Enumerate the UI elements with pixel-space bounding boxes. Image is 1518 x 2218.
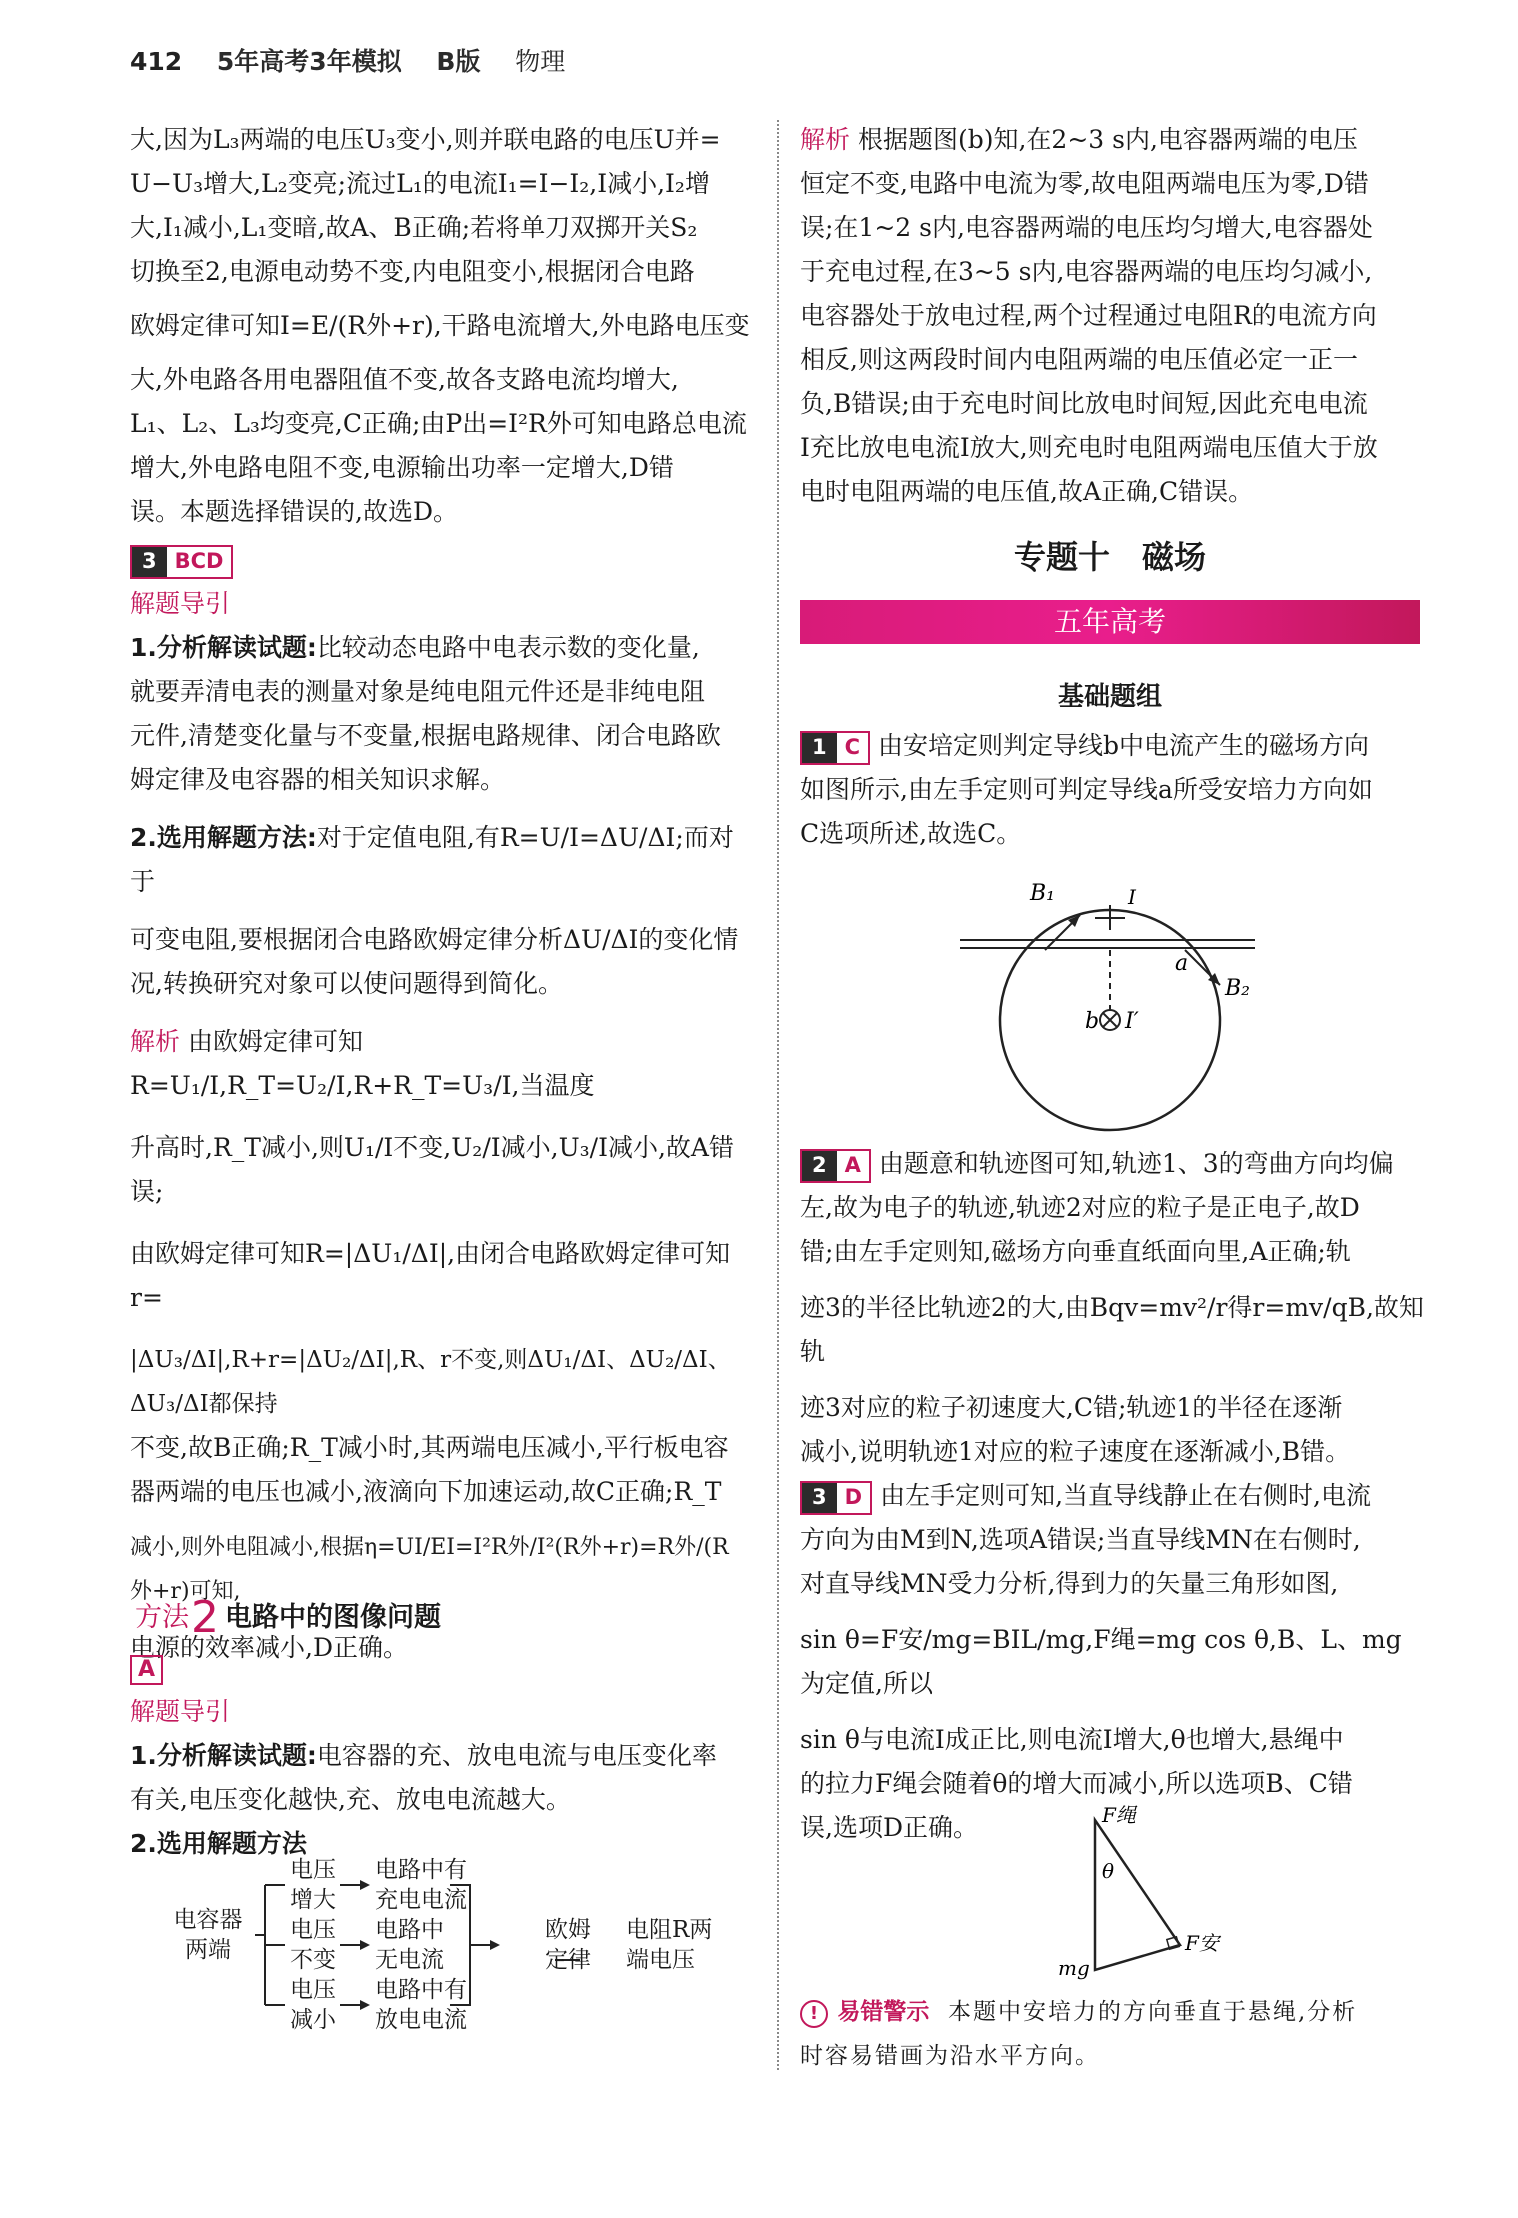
text-line: 电容器处于放电过程,两个过程通过电阻R的电流方向 (800, 301, 1377, 330)
force-triangle-figure (1050, 1800, 1250, 1980)
label-mg: mg (1058, 1956, 1090, 1980)
flow-text: 欧姆 (545, 1917, 591, 1943)
question-answer: A (837, 1151, 869, 1181)
flow-text: 放电电流 (375, 2007, 467, 2033)
warning-icon: ! (800, 2000, 828, 2028)
guide2-label: 2.选用解题方法: (130, 823, 317, 852)
text-line: 左,故为电子的轨迹,轨迹2对应的粒子是正电子,故D (800, 1193, 1360, 1222)
text-line: 不变,故B正确;R_T减小时,其两端电压减小,平行板电容 (130, 1433, 729, 1462)
text-line: 方向为由M到N,选项A错误;当直导线MN在右侧时, (800, 1525, 1361, 1554)
arrow-head (490, 1940, 500, 1950)
text-line: 大,外电路各用电器阻值不变,故各支路电流均增大, (130, 365, 679, 394)
label-ampere-force: F安 (1185, 1931, 1219, 1955)
text-line: 迹3的半径比轨迹2的大,由Bqv=mv²/r得r=mv/qB,故知轨 (800, 1293, 1424, 1366)
label-theta: θ (1102, 1859, 1115, 1883)
label-i-prime: I′ (1125, 1009, 1139, 1034)
flow-text: 定律 (545, 1947, 591, 1973)
text-line: 误;在1~2 s内,电容器两端的电压均匀增大,电容器处 (800, 213, 1373, 242)
flow-cond-3 (290, 1975, 336, 2035)
flow-text: 电容器 (173, 1907, 243, 1933)
method-label: 方法 (135, 1602, 189, 1633)
flow-text: 端电压 (626, 1947, 695, 1973)
question-badge (130, 545, 233, 579)
flow-cond-1 (290, 1855, 336, 1915)
flow-result-2 (375, 1915, 444, 1975)
left-column (130, 118, 750, 1670)
flow-mid (545, 1915, 591, 1975)
text-line: 电源的效率减小,D正确。 (130, 1633, 408, 1662)
edition: B版 (436, 47, 481, 76)
text-line: 减小,说明轨迹1对应的粒子速度在逐渐减小,B错。 (800, 1437, 1351, 1466)
text-line: 如图所示,由左手定则可判定导线a所受安培力方向如 (800, 775, 1373, 804)
text-line: 就要弄清电表的测量对象是纯电阻元件还是非纯电阻 (130, 677, 706, 706)
text-line: 大,I₁减小,L₁变暗,故A、B正确;若将单刀双掷开关S₂ (130, 213, 698, 242)
q2-block (800, 1142, 1425, 1850)
page-number: 412 (130, 47, 183, 76)
guide1-label: 1.分析解读试题: (130, 1741, 317, 1770)
text-line: 误,选项D正确。 (800, 1813, 978, 1842)
warning-box (800, 1990, 1430, 2078)
arrow-head (360, 2000, 370, 2010)
question-badge (800, 1481, 872, 1515)
warning-title: 易错警示 (837, 1999, 930, 2025)
text-line: 器两端的电压也减小,液滴向下加速运动,故C正确;R_T (130, 1477, 722, 1506)
text-line: sin θ=F安/mg=BIL/mg,F绳=mg cos θ,B、L、mg为定值,所以 (800, 1625, 1402, 1698)
text-line: 的拉力F绳会随着θ的增大而减小,所以选项B、C错 (800, 1769, 1353, 1798)
section-title: 专题十 磁场 (1013, 538, 1206, 576)
text-line: 可变电阻,要根据闭合电路欧姆定律分析ΔU/ΔI的变化情 (130, 925, 739, 954)
method-heading (135, 1592, 441, 1643)
text-line: 增大,外电路电阻不变,电源输出功率一定增大,D错 (130, 453, 674, 482)
question-number: 1 (802, 733, 837, 763)
text-line: 由安培定则判定导线b中电流产生的磁场方向 (878, 731, 1370, 760)
text-line: 迹3对应的粒子初速度大,C错;轨迹1的半径在逐渐 (800, 1393, 1343, 1422)
text-line: 有关,电压变化越快,充、放电电流越大。 (130, 1785, 571, 1814)
method-number: 2 (191, 1592, 219, 1643)
text-line: 升高时,R_T减小,则U₁/I不变,U₂/I减小,U₃/I减小,故A错误; (130, 1133, 734, 1206)
text-line: 大,因为L₃两端的电压U₃变小,则并联电路的电压U并= (130, 125, 721, 154)
arrow-head (360, 1940, 370, 1950)
text-line: 负,B错误;由于充电时间比放电时间短,因此充电电流 (800, 389, 1368, 418)
text-line: 对直导线MN受力分析,得到力的矢量三角形如图, (800, 1569, 1339, 1598)
right-column-top (800, 118, 1425, 514)
text-line: C选项所述,故选C。 (800, 819, 1022, 848)
text-line: L₁、L₂、L₃均变亮,C正确;由P出=I²R外可知电路总电流 (130, 409, 747, 438)
text-line: 由欧姆定律可知R=|ΔU₁/ΔI|,由闭合电路欧姆定律可知r= (130, 1239, 731, 1312)
method2-block (130, 1646, 750, 1866)
question-badge (800, 1149, 871, 1183)
label-b2: B₂ (1225, 976, 1250, 1001)
flow-text: 电路中 (375, 1917, 444, 1943)
column-divider (777, 120, 779, 2070)
analysis-label: 解析 (800, 125, 851, 154)
book-title: 5年高考3年模拟 (216, 47, 402, 76)
question-number: 3 (132, 547, 167, 577)
method-title: 电路中的图像问题 (225, 1602, 441, 1633)
subsection-title: 基础题组 (1057, 682, 1162, 712)
question-number: 2 (802, 1151, 837, 1181)
flow-text: 充电电流 (375, 1887, 467, 1913)
guide-title: 解题导引 (130, 589, 231, 618)
magnetic-field-figure (950, 870, 1270, 1140)
flow-text: 电压 (290, 1977, 336, 2003)
text-line: 由左手定则可知,当直导线静止在右侧时,电流 (880, 1481, 1371, 1510)
flow-root (168, 1905, 248, 1965)
label-rope-force: F绳 (1102, 1803, 1136, 1827)
text-line: 电时电阻两端的电压值,故A正确,C错误。 (800, 477, 1254, 506)
flow-text: 电路中有 (375, 1977, 467, 2003)
text-line: 由欧姆定律可知R=U₁/I,R_T=U₂/I,R+R_T=U₃/I,当温度 (130, 1027, 595, 1100)
flow-text: 增大 (290, 1887, 336, 1913)
text-line: 根据题图(b)知,在2~3 s内,电容器两端的电压 (857, 125, 1358, 154)
text-line: 元件,清楚变化量与不变量,根据电路规律、闭合电路欧 (130, 721, 721, 750)
text-line: 对于定值电阻,有R=U/I=ΔU/ΔI;而对于 (130, 823, 734, 896)
flow-text: 电压 (290, 1917, 336, 1943)
text-line: |ΔU₃/ΔI|,R+r=|ΔU₂/ΔI|,R、r不变,则ΔU₁/ΔI、ΔU₂/ΔI、ΔU₃/ΔI都保持 (130, 1347, 731, 1417)
text-line: 误。本题选择错误的,故选D。 (130, 497, 458, 526)
left-para1 (130, 118, 750, 534)
text-line: sin θ与电流I成正比,则电流I增大,θ也增大,悬绳中 (800, 1725, 1344, 1754)
flow-text: 电压 (290, 1857, 336, 1883)
question-answer: D (837, 1483, 870, 1513)
guide1-label: 1.分析解读试题: (130, 633, 317, 662)
text-line: 错;由左手定则知,磁场方向垂直纸面向里,A正确;轨 (800, 1237, 1351, 1266)
force-triangle (1095, 1820, 1180, 1970)
text-line: I充比放电电流I放大,则充电时电阻两端电压值大于放 (800, 433, 1378, 462)
text-line: 况,转换研究对象可以使问题得到简化。 (130, 969, 563, 998)
flow-text: 减小 (290, 2007, 336, 2033)
label-b: b (1085, 1009, 1100, 1034)
text-line: 由题意和轨迹图可知,轨迹1、3的弯曲方向均偏 (878, 1149, 1394, 1178)
flow-text: 电阻R两 (626, 1917, 713, 1943)
analysis-label: 解析 (130, 1027, 181, 1056)
text-line: 电容器的充、放电电流与电压变化率 (316, 1741, 717, 1770)
flow-text: 两端 (185, 1937, 231, 1963)
subject: 物理 (515, 47, 566, 76)
flow-cond-2 (290, 1915, 336, 1975)
text-line: 姆定律及电容器的相关知识求解。 (130, 765, 506, 794)
text-line: 于充电过程,在3~5 s内,电容器两端的电压均匀减小, (800, 257, 1373, 286)
flow-result-1 (375, 1855, 467, 1915)
text-line: 减小,则外电阻减小,根据η=UI/EI=I²R外/I²(R外+r)=R外/(R外+r)可知, (130, 1535, 729, 1604)
question-answer: C (837, 733, 868, 763)
question-badge (800, 731, 870, 765)
q3-answer-row (130, 538, 750, 582)
guide2-label: 2.选用解题方法 (130, 1829, 307, 1858)
text-line: 本题中安培力的方向垂直于悬绳,分析 (947, 1999, 1358, 2025)
question-number: 3 (802, 1483, 837, 1513)
flow-text: 无电流 (375, 1947, 444, 1973)
flow-end (626, 1915, 712, 1975)
answer-box: A (130, 1655, 163, 1685)
label-b1: B₁ (1030, 881, 1055, 906)
label-a: a (1175, 951, 1189, 976)
text-line: 时容易错画为沿水平方向。 (800, 2043, 1100, 2069)
label-i: I (1128, 885, 1136, 909)
text-line: 比较动态电路中电表示数的变化量, (316, 633, 700, 662)
arrow-head (360, 1880, 370, 1890)
flow-result-3 (375, 1975, 467, 2035)
q1-block (800, 724, 1425, 856)
text-line: U−U₃增大,L₂变亮;流过L₁的电流I₁=I−I₂,I减小,I₂增 (130, 169, 710, 198)
flow-text: 电路中有 (375, 1857, 467, 1883)
text-line: 恒定不变,电路中电流为零,故电阻两端电压为零,D错 (800, 169, 1369, 198)
flow-text: 不变 (290, 1947, 336, 1973)
question-answer: BCD (167, 547, 232, 577)
guide-title: 解题导引 (130, 1697, 231, 1726)
section-banner: 五年高考 (800, 600, 1420, 644)
page-header (130, 42, 591, 78)
text-line: 欧姆定律可知I=E/(R外+r),干路电流增大,外电路电压变 (130, 311, 750, 340)
text-line: 相反,则这两段时间内电阻两端的电压值必定一正一 (800, 345, 1358, 374)
text-line: 切换至2,电源电动势不变,内电阻变小,根据闭合电路 (130, 257, 695, 286)
